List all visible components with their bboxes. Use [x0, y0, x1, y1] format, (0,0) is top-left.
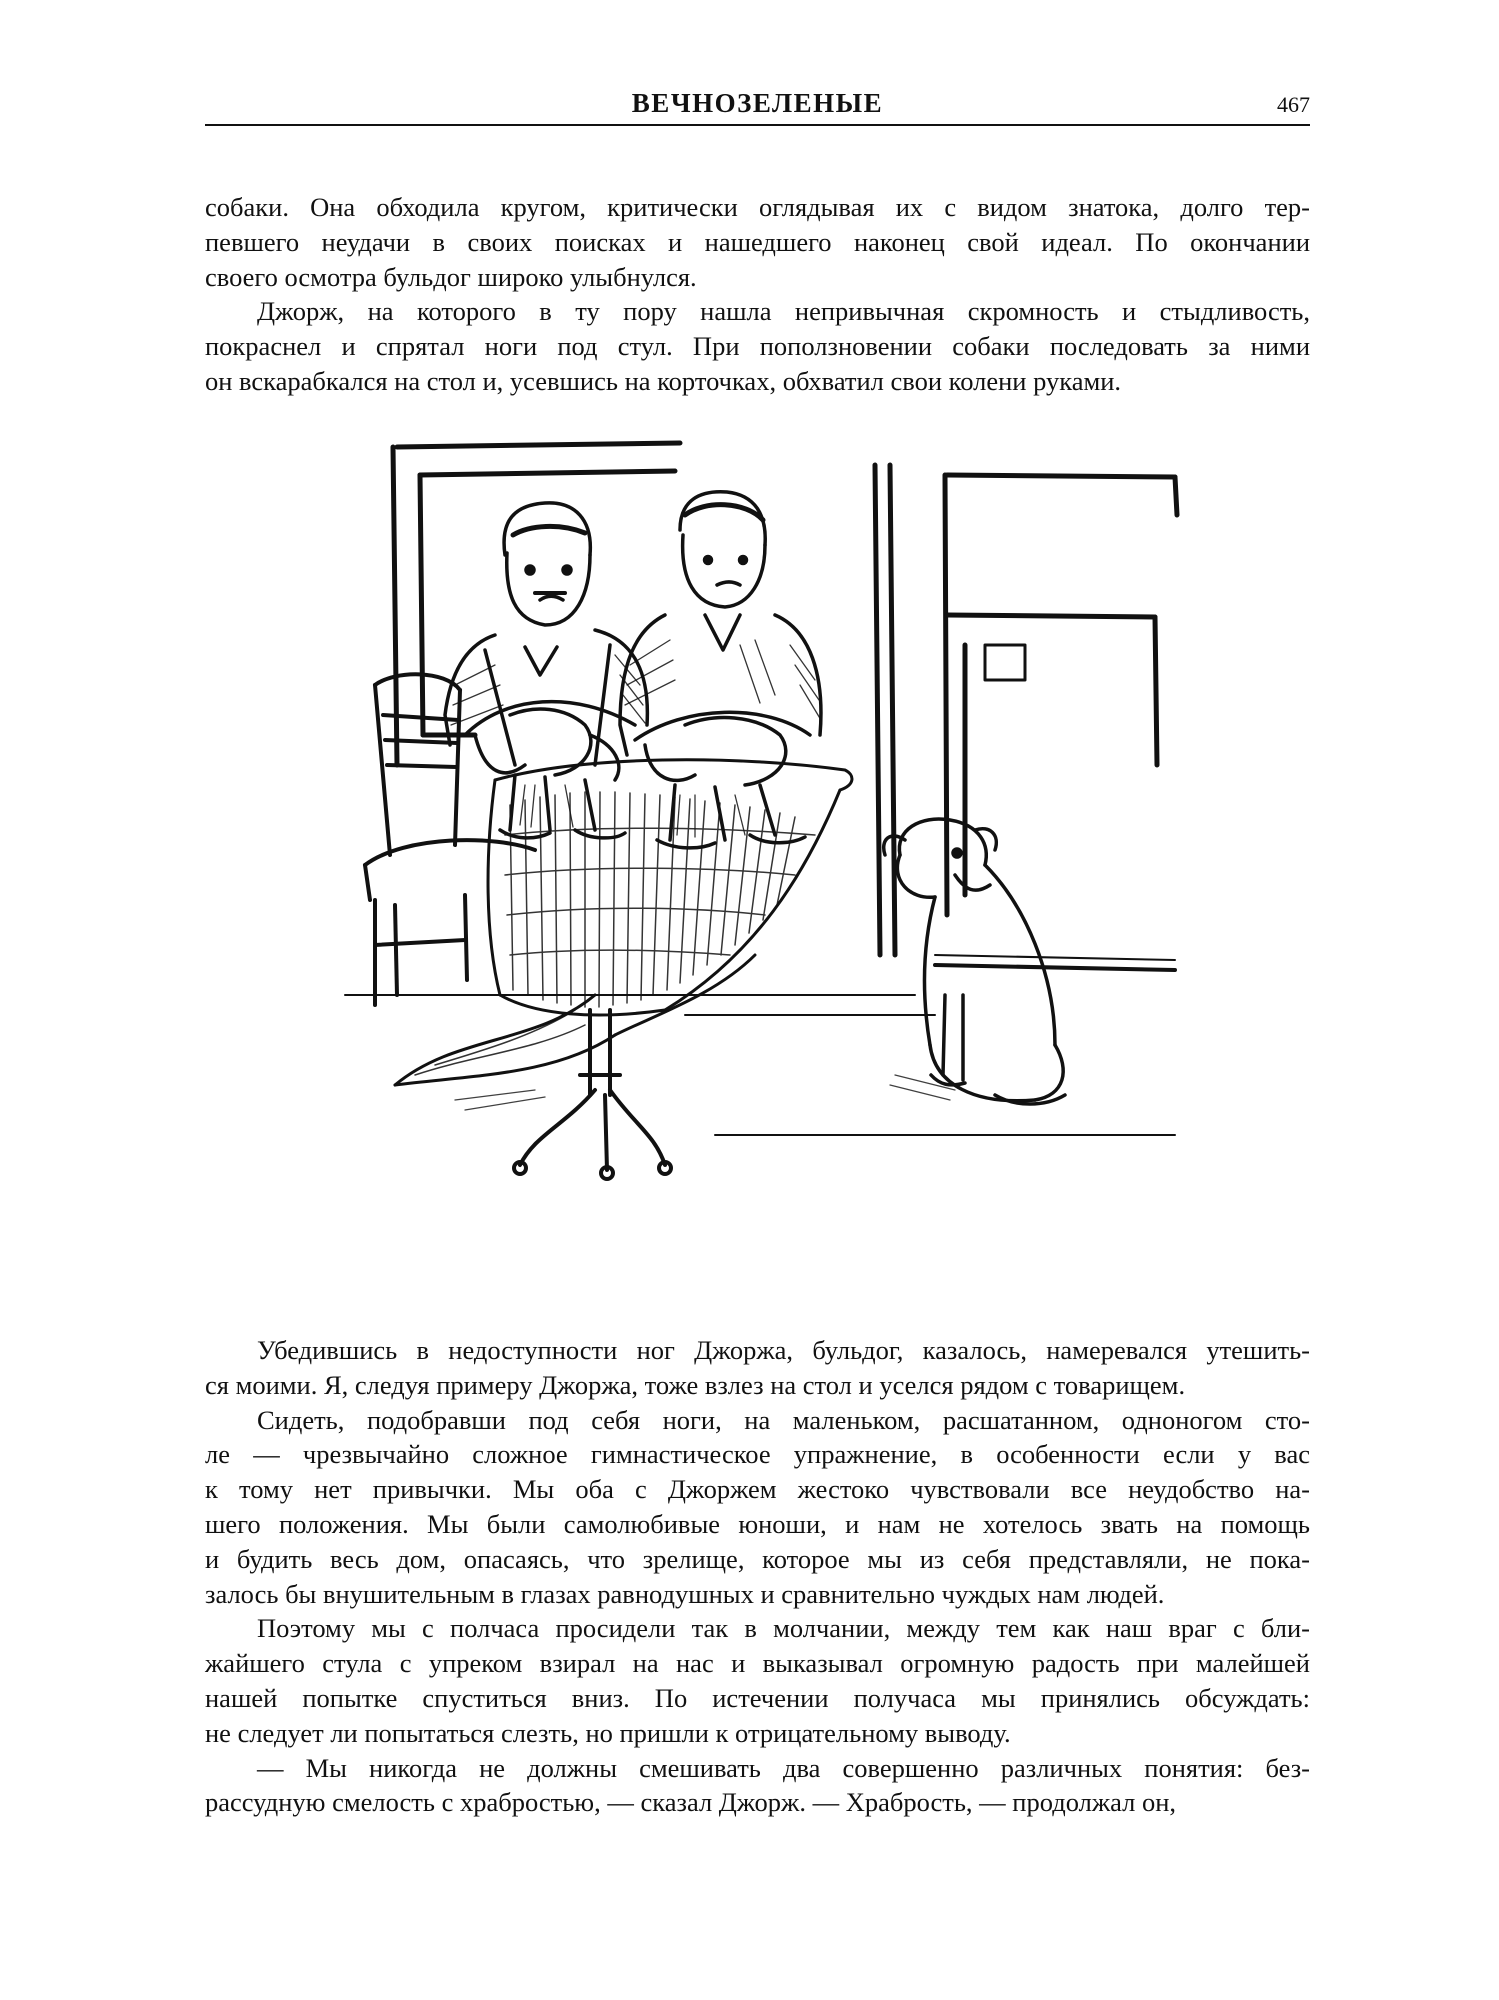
text-line: ле — чрезвычайно сложное гимнастическое упражнение, в особенности если у вас [205, 1439, 1310, 1470]
text-line: певшего неудачи в своих поисках и нашедшего наконец свой идеал. По окончании [205, 226, 1310, 257]
draped-table [395, 760, 852, 1085]
man-left [445, 503, 647, 838]
text-line: шего положения. Мы были самолюбивые юноши, и нам не хотелось звать на помощь [205, 1508, 1310, 1539]
man-right [620, 492, 821, 848]
text-line: залось бы внушительным в глазах равнодушных и сравнительно чуждых нам людей. [205, 1578, 1165, 1609]
page-number: 467 [1277, 92, 1310, 117]
paragraph [205, 1403, 1310, 1612]
illustration [335, 435, 1185, 1305]
text-line: — Мы никогда не должны смешивать два совершенно различных понятия: без- [257, 1752, 1310, 1783]
text-line: ся моими. Я, следуя примеру Джоржа, тоже взлез на стол и уселся рядом с товарищем. [205, 1369, 1186, 1400]
paragraph [205, 1751, 1310, 1821]
text-line: Джорж, на которого в ту пору нашла непривычная скромность и стыдливость, [257, 296, 1310, 327]
door-frame [875, 465, 1177, 970]
text-line: и будить весь дом, опасаясь, что зрелище, которое мы из себя представляли, не пока- [205, 1543, 1310, 1574]
text-line: Сидеть, подобравши под себя ноги, на маленьком, расшатанном, одноногом сто- [257, 1404, 1310, 1435]
text-block-bottom [205, 1333, 1310, 1820]
text-line: своего осмотра бульдог широко улыбнулся. [205, 261, 697, 292]
running-head [205, 88, 1310, 126]
paragraph [205, 190, 1310, 294]
floor-shadow [455, 1075, 955, 1110]
text-line: Убедившись в недоступности ног Джоржа, бульдог, казалось, намеревался утешить- [257, 1335, 1310, 1365]
text-line: Поэтому мы с полчаса просидели так в молчании, между тем как наш враг с бли- [257, 1613, 1310, 1644]
text-line: к тому нет привычки. Мы оба с Джоржем жестоко чувствовали все неудобство на- [205, 1474, 1310, 1505]
man-right-hatching [625, 640, 821, 837]
text-line: собаки. Она обходила кругом, критически оглядывая их с видом знатока, долго тер- [205, 192, 1310, 222]
text-line: покраснел и спрятал ноги под стул. При поползновении собаки последовать за ними [205, 331, 1310, 362]
illustration-drawing [335, 435, 1185, 1305]
text-line: рассудную смелость с храбростью, — сказал Джорж. — Храбрость, — продолжал он, [205, 1787, 1177, 1818]
table-pedestal [514, 1010, 671, 1179]
paragraph [205, 1333, 1310, 1403]
bulldog [884, 819, 1065, 1104]
text-line: нашей попытке спуститься вниз. По истечении получаса мы принялись обсуждать: [205, 1682, 1310, 1713]
text-line: жайшего стула с упреком взирал на нас и выказывал огромную радость при малейшей [205, 1648, 1310, 1679]
text-line: он вскарабкался на стол и, усевшись на корточках, обхватил свои колени руками. [205, 365, 1122, 396]
paragraph [205, 1611, 1310, 1750]
floor [345, 995, 1175, 1135]
running-head-title: ВЕЧНОЗЕЛЕНЫЕ [631, 88, 884, 118]
paragraph [205, 294, 1310, 398]
text-block-top [205, 190, 1310, 399]
text-line: не следует ли попытаться слезть, но пришли к отрицательному выводу. [205, 1717, 1011, 1748]
